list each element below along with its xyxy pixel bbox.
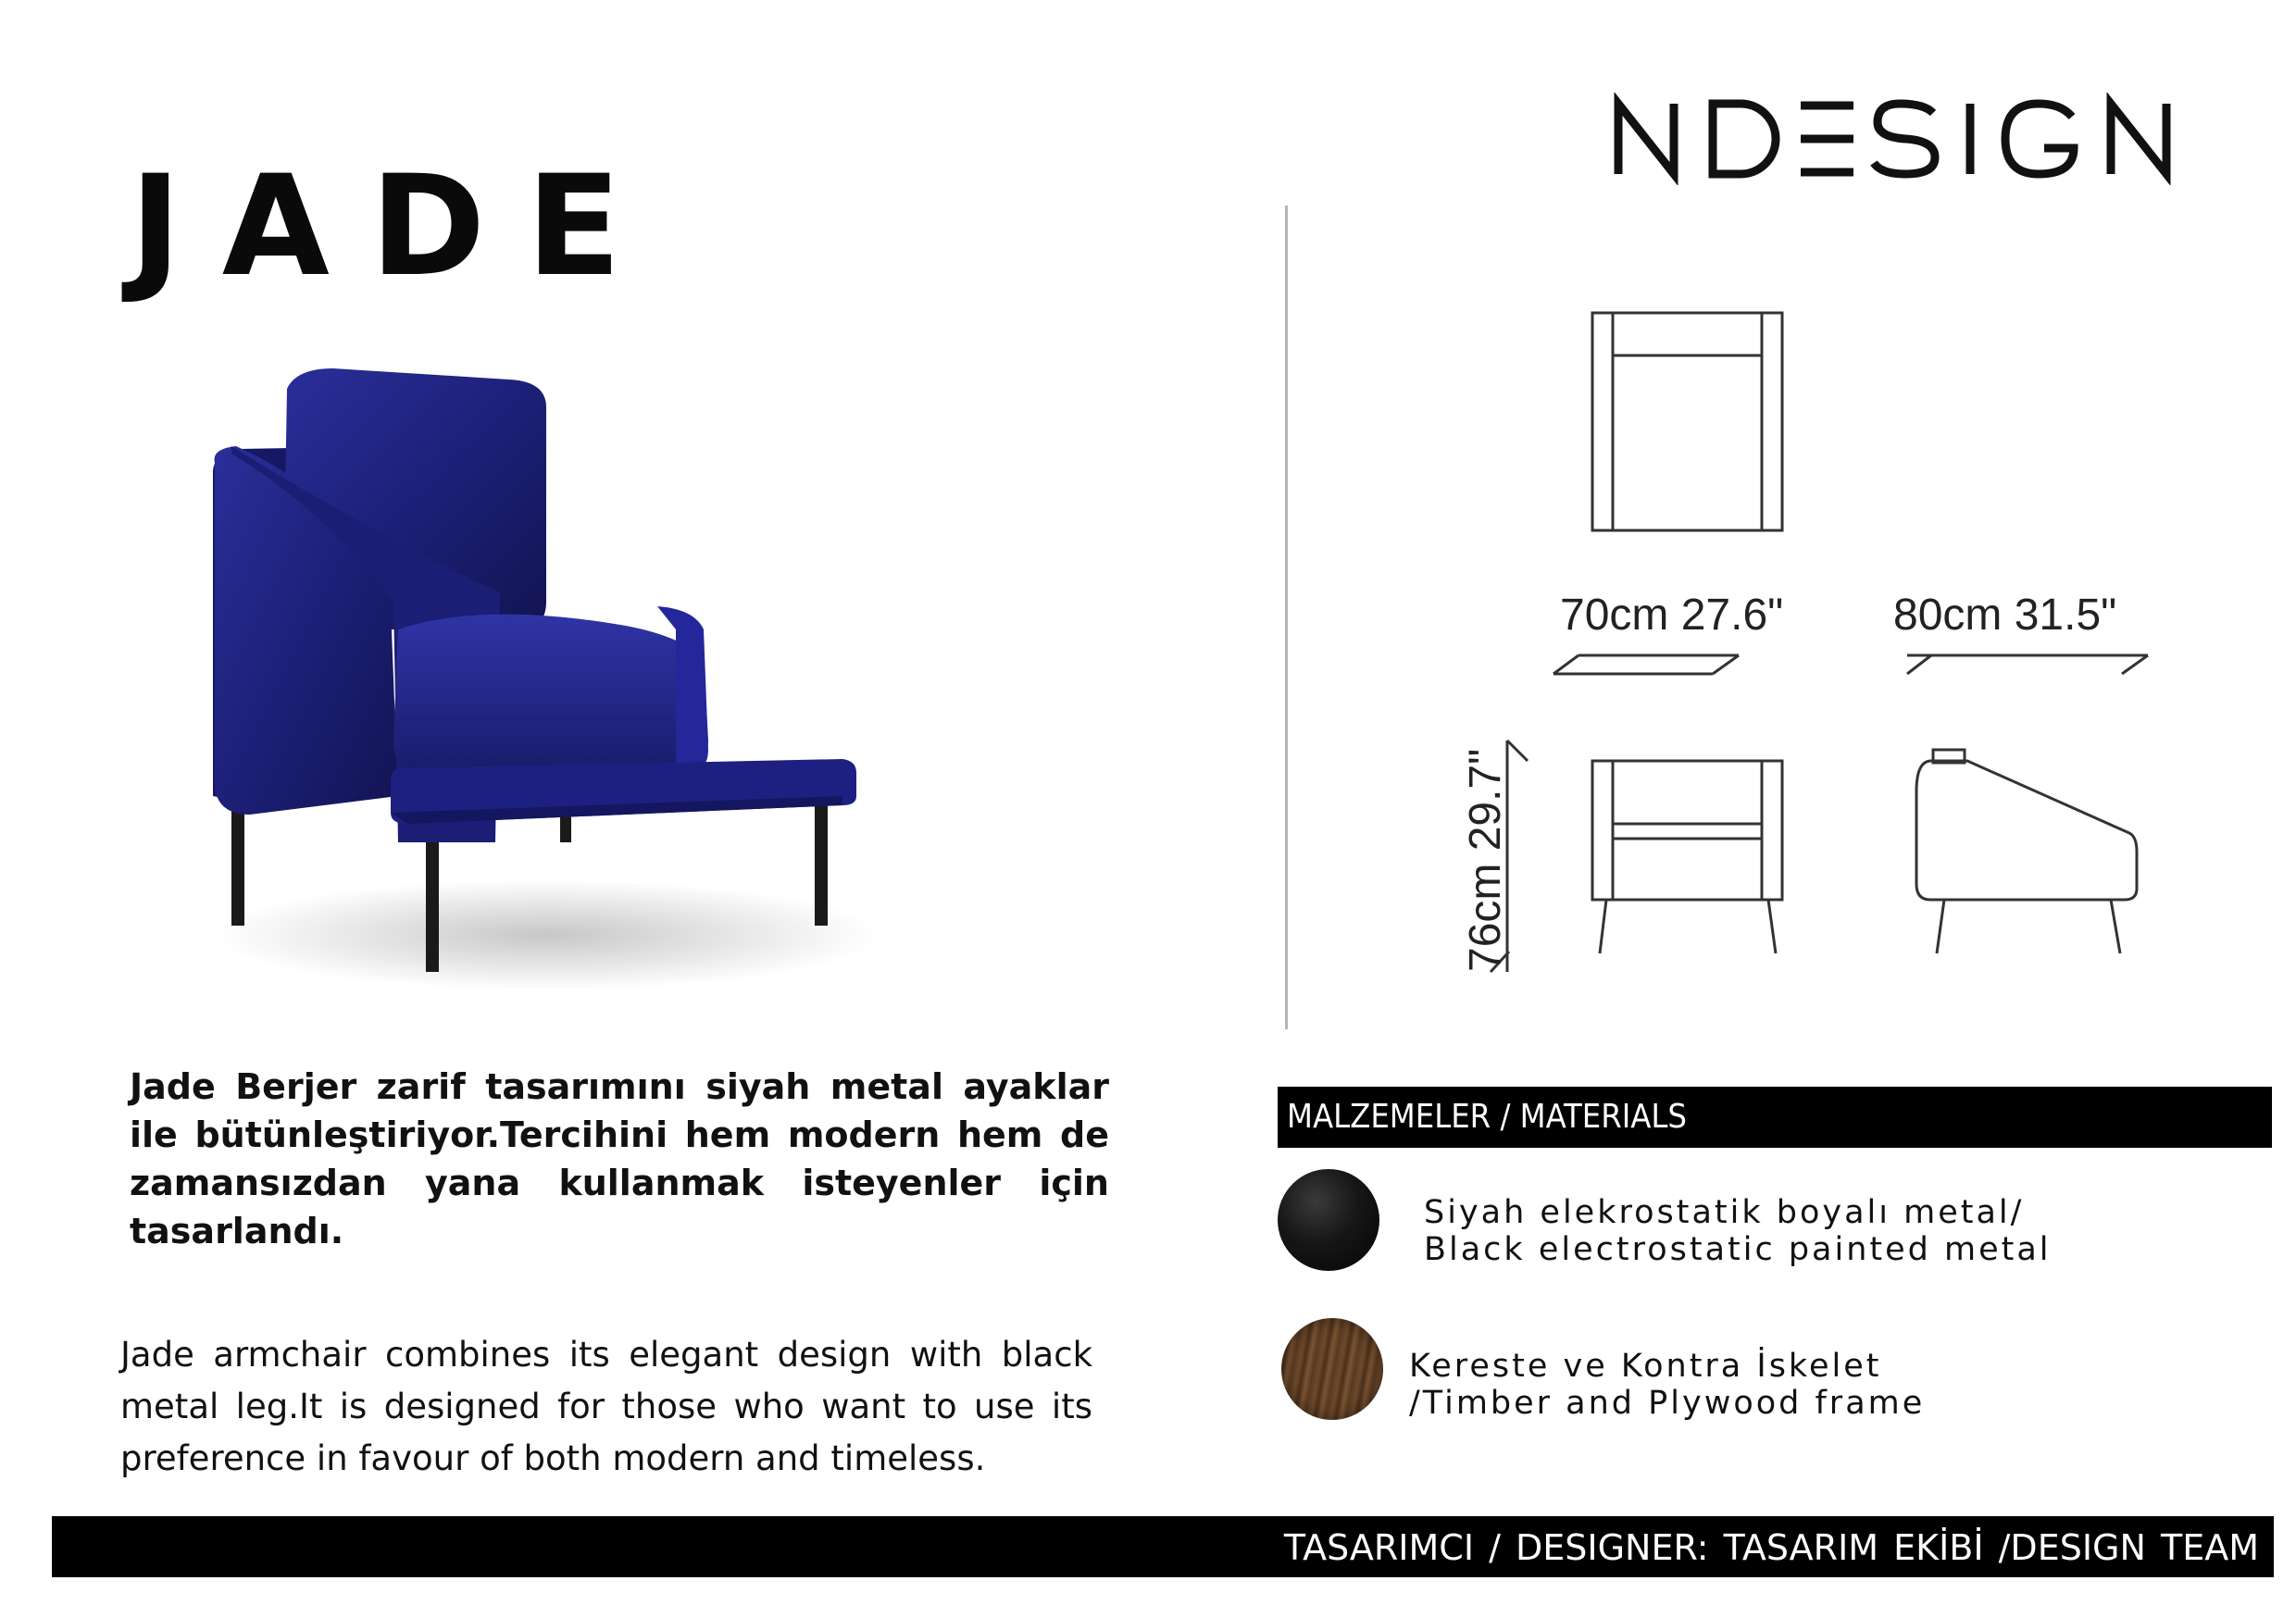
materials-header-bar [1278,1087,2272,1148]
brand-logo [1611,93,2185,185]
material-item-wood [1409,1348,1925,1422]
black-metal-swatch [1278,1169,1379,1271]
front-view-outline [1592,761,1782,900]
height-dimension-label: 76cm 29.7" [1461,748,1510,972]
product-title: JADE [130,146,662,307]
designer-credit: TASARIMCI / DESIGNER: TASARIM EKİBİ /DESIGN TEAM [1283,1527,2259,1568]
side-view-outline [1916,761,2137,900]
dimension-drawings [1389,287,2203,1009]
footer-bar [52,1516,2274,1577]
armchair-photo [176,361,880,1000]
description-english: Jade armchair combines its elegant design with black metal leg.It is designed for those who want to use its preference in favour of both modern and timeless. [120,1335,1092,1478]
materials-title: MALZEMELER / MATERIALS [1287,1098,1687,1136]
wood-swatch [1281,1318,1383,1420]
material-wood-line2: /Timber and Plywood frame [1409,1385,1926,1422]
material-metal-line2: Black electrostatic painted metal [1424,1231,2052,1268]
vertical-divider [1285,205,1288,1029]
material-item-metal [1424,1194,2052,1268]
depth-dimension-label: 80cm 31.5" [1893,591,2117,640]
top-view-outline [1592,313,1782,530]
material-wood-line1: Kereste ve Kontra İskelet [1409,1348,1882,1385]
material-metal-line1: Siyah elekrostatik boyalı metal/ [1424,1194,2025,1231]
width-dimension-label: 70cm 27.6" [1560,591,1784,640]
description-turkish: Jade Berjer zarif tasarımını siyah metal ayaklar ile bütünleştiriyor.Tercihini hem modern hem de zamansızdan yana kullanmak isteyenler için tasarlandı. [130,1066,1109,1251]
